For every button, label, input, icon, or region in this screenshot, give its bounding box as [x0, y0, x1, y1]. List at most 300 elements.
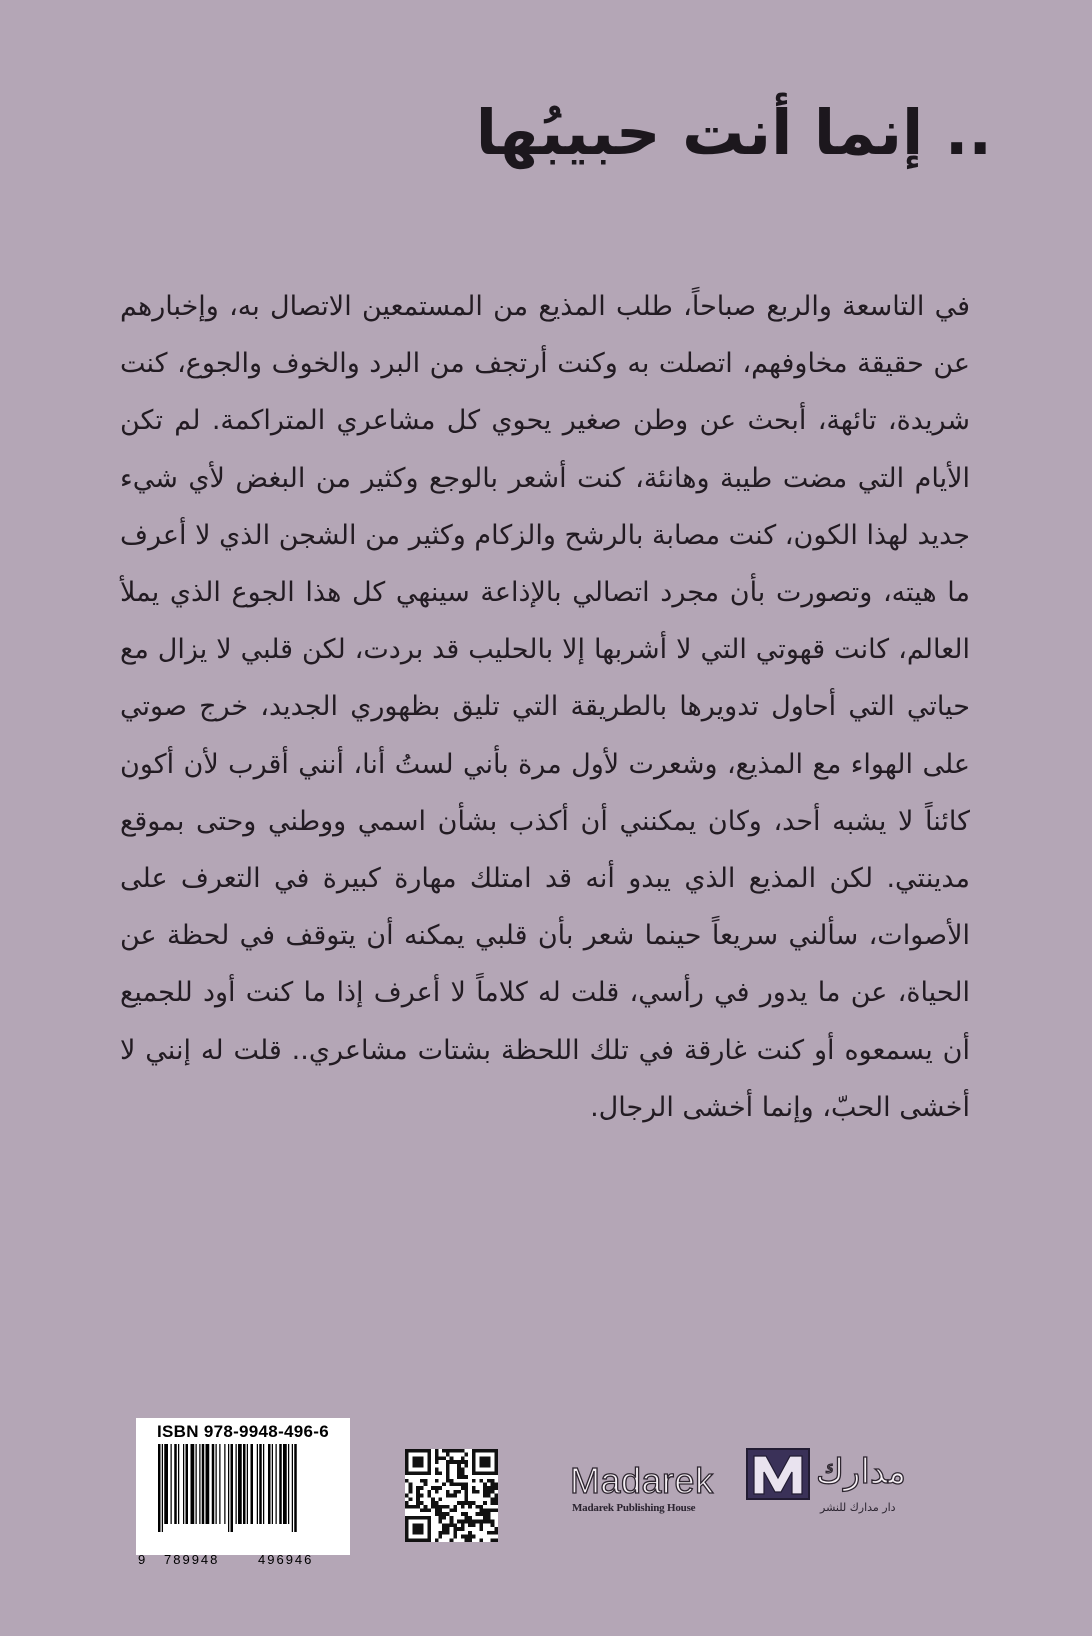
qr-module	[457, 1501, 461, 1505]
qr-module	[405, 1523, 409, 1527]
qr-module	[427, 1535, 431, 1539]
barcode-bar	[288, 1444, 289, 1524]
barcode-bar	[251, 1444, 254, 1524]
qr-module	[494, 1460, 498, 1464]
qr-module	[453, 1494, 457, 1498]
qr-module	[435, 1538, 439, 1542]
qr-module	[427, 1520, 431, 1524]
qr-module	[409, 1497, 413, 1501]
qr-module	[416, 1486, 420, 1490]
qr-module	[457, 1468, 461, 1472]
qr-module	[479, 1505, 483, 1509]
qr-module	[479, 1527, 483, 1531]
qr-module	[420, 1449, 424, 1453]
qr-module	[483, 1516, 487, 1520]
qr-module	[450, 1520, 454, 1524]
qr-module	[435, 1479, 439, 1483]
qr-module	[479, 1509, 483, 1513]
qr-module	[461, 1482, 465, 1486]
qr-module	[479, 1523, 483, 1527]
qr-module	[465, 1512, 469, 1516]
qr-module	[461, 1460, 465, 1464]
qr-module	[416, 1505, 420, 1509]
qr-module	[494, 1531, 498, 1535]
qr-module	[405, 1456, 409, 1460]
qr-module	[435, 1449, 439, 1453]
qr-module	[461, 1501, 465, 1505]
qr-module	[483, 1449, 487, 1453]
qr-module	[483, 1494, 487, 1498]
qr-module	[479, 1471, 483, 1475]
qr-module	[494, 1494, 498, 1498]
barcode-bar	[183, 1444, 184, 1524]
qr-module	[450, 1456, 454, 1460]
barcode-bar	[231, 1444, 234, 1532]
barcode-lead-digit: 9	[138, 1552, 146, 1567]
qr-module	[416, 1490, 420, 1494]
barcode-bar	[164, 1444, 168, 1524]
qr-module	[450, 1460, 454, 1464]
qr-module	[494, 1464, 498, 1468]
qr-module	[438, 1509, 442, 1513]
qr-module	[468, 1535, 472, 1539]
qr-module	[420, 1471, 424, 1475]
barcode-bar	[238, 1444, 242, 1524]
qr-module	[420, 1523, 424, 1527]
barcode-bar	[202, 1444, 205, 1524]
qr-module	[491, 1531, 495, 1535]
qr-module	[405, 1531, 409, 1535]
excerpt-paragraph: في التاسعة والربع صباحاً، طلب المذيع من المستمعين الاتصال به، وإخبارهم عن حقيقة مخاوفهم، اتصلت به وكنت أرتجف من البرد والخوف والجوع، كنت شريدة، تائهة، أبحث عن وطن صغير يحوي كل مشاعري المتراكمة. لم تكن الأيام التي مضت طيبة وهانئة، كنت أشعر بالوجع وكثير من البغض لأي شيء جديد لهذا الكون، كنت مصابة بالرشح والزكام وكثير من الشجن الذي لا أعرف ما هيته، وتصورت بأن مجرد اتصالي بالإذاعة سينهي كل هذا الجوع الذي يملأ العالم، كانت قهوتي التي لا أشربها إلا بالحليب قد بردت، لكن قلبي لا يزال مع حياتي التي أحاول تدويرها بالطريقة التي تليق بظهوري الجديد، خرج صوتي على الهواء مع المذيع، وشعرت لأول مرة بأني لستُ أنا، أنني أقرب لأن أكون كائناً لا يشبه أحد، وكان يمكنني أن أكذب بشأن اسمي ووطني وحتى بموقع مدينتي. لكن المذيع الذي يبدو أنه قد امتلك مهارة كبيرة في التعرف على الأصوات، سألني سريعاً حينما شعر بأن قلبي يمكنه أن يتوقف في لحظة عن الحياة، عن ما يدور في رأسي، قلت له كلاماً لا أعرف إذا ما كنت أود للجميع أن يسمعوه أو كنت غارقة في تلك اللحظة بشتات مشاعري.. قلت له إنني لا أخشى الحبّ، وإنما أخشى الرجال.	[120, 291, 970, 1123]
qr-module	[442, 1527, 446, 1531]
barcode-bar	[263, 1444, 264, 1524]
qr-module	[427, 1516, 431, 1520]
qr-module	[476, 1490, 480, 1494]
qr-module	[494, 1471, 498, 1475]
qr-module	[420, 1501, 424, 1505]
qr-module	[468, 1516, 472, 1520]
qr-module	[446, 1479, 450, 1483]
qr-module	[487, 1490, 491, 1494]
qr-module	[424, 1538, 428, 1542]
qr-module	[446, 1460, 450, 1464]
qr-module	[453, 1460, 457, 1464]
qr-module	[424, 1449, 428, 1453]
qr-module	[409, 1471, 413, 1475]
qr-module	[405, 1453, 409, 1457]
qr-module	[457, 1520, 461, 1524]
qr-module	[453, 1509, 457, 1513]
barcode-digits-right: 496946	[258, 1552, 314, 1567]
qr-module	[487, 1516, 491, 1520]
qr-module	[438, 1471, 442, 1475]
qr-module	[405, 1464, 409, 1468]
qr-module	[483, 1456, 487, 1460]
qr-module	[483, 1471, 487, 1475]
qr-module	[416, 1523, 420, 1527]
qr-module	[494, 1456, 498, 1460]
qr-module	[405, 1527, 409, 1531]
qr-module	[465, 1490, 469, 1494]
qr-module	[412, 1523, 416, 1527]
qr-module	[472, 1449, 476, 1453]
barcode-bar	[171, 1444, 172, 1524]
qr-module	[450, 1494, 454, 1498]
qr-module	[491, 1479, 495, 1483]
qr-module	[416, 1471, 420, 1475]
qr-module	[446, 1453, 450, 1457]
qr-module	[494, 1468, 498, 1472]
barcode-bar	[212, 1444, 215, 1524]
qr-module	[420, 1531, 424, 1535]
qr-module	[453, 1449, 457, 1453]
qr-module	[450, 1482, 454, 1486]
qr-module	[409, 1538, 413, 1542]
qr-module	[494, 1527, 498, 1531]
qr-module	[483, 1520, 487, 1524]
qr-module	[435, 1453, 439, 1457]
qr-module	[472, 1486, 476, 1490]
barcode-bar	[243, 1444, 246, 1524]
qr-module	[487, 1460, 491, 1464]
qr-module	[487, 1494, 491, 1498]
qr-module	[483, 1509, 487, 1513]
qr-module	[427, 1494, 431, 1498]
qr-module	[465, 1475, 469, 1479]
qr-module	[472, 1456, 476, 1460]
qr-module	[420, 1479, 424, 1483]
qr-module	[412, 1538, 416, 1542]
qr-module	[409, 1516, 413, 1520]
qr-module	[420, 1486, 424, 1490]
qr-module	[457, 1464, 461, 1468]
qr-module	[479, 1479, 483, 1483]
qr-module	[424, 1505, 428, 1509]
qr-module	[468, 1501, 472, 1505]
qr-module	[494, 1453, 498, 1457]
qr-module	[487, 1456, 491, 1460]
qr-module	[405, 1494, 409, 1498]
qr-module	[483, 1486, 487, 1490]
qr-module	[487, 1471, 491, 1475]
publisher-subtitle-latin: Madarek Publishing House	[572, 1502, 696, 1514]
publisher-name-latin: Madarek	[570, 1460, 714, 1501]
qr-module	[465, 1497, 469, 1501]
qr-module	[420, 1516, 424, 1520]
qr-module	[405, 1516, 409, 1520]
qr-module	[461, 1449, 465, 1453]
qr-module	[427, 1531, 431, 1535]
qr-module	[442, 1531, 446, 1535]
qr-module	[491, 1449, 495, 1453]
barcode-bar	[178, 1444, 179, 1524]
qr-module	[487, 1520, 491, 1524]
qr-module	[446, 1505, 450, 1509]
qr-module	[494, 1509, 498, 1513]
barcode-bar	[216, 1444, 217, 1524]
barcode-bar	[259, 1444, 262, 1524]
qr-module	[457, 1490, 461, 1494]
qr-module	[438, 1497, 442, 1501]
barcode-bar	[162, 1444, 163, 1532]
qr-module	[465, 1486, 469, 1490]
qr-module	[420, 1538, 424, 1542]
qr-module	[465, 1516, 469, 1520]
barcode-bar	[191, 1444, 195, 1524]
qr-module	[442, 1505, 446, 1509]
qr-module	[465, 1494, 469, 1498]
qr-module	[487, 1531, 491, 1535]
qr-module	[442, 1449, 446, 1453]
qr-module	[442, 1456, 446, 1460]
qr-module	[446, 1512, 450, 1516]
qr-module	[450, 1449, 454, 1453]
qr-module	[435, 1490, 439, 1494]
qr-module	[427, 1460, 431, 1464]
qr-module	[405, 1520, 409, 1524]
qr-module	[424, 1479, 428, 1483]
qr-module	[431, 1501, 435, 1505]
publisher-subtitle-arabic: دار مدارك للنشر	[820, 1501, 896, 1514]
qr-module	[468, 1520, 472, 1524]
qr-module	[405, 1535, 409, 1539]
barcode-bar	[276, 1444, 277, 1524]
qr-module	[461, 1523, 465, 1527]
qr-module	[472, 1460, 476, 1464]
qr-module	[446, 1464, 450, 1468]
qr-module	[431, 1486, 435, 1490]
qr-module	[494, 1501, 498, 1505]
qr-module	[491, 1486, 495, 1490]
qr-module	[461, 1505, 465, 1509]
qr-module	[435, 1460, 439, 1464]
qr-module	[409, 1486, 413, 1490]
qr-module	[435, 1505, 439, 1509]
barcode-bar	[236, 1444, 237, 1524]
qr-module	[412, 1456, 416, 1460]
qr-module	[416, 1516, 420, 1520]
qr-module	[412, 1516, 416, 1520]
qr-module	[461, 1535, 465, 1539]
qr-module	[412, 1471, 416, 1475]
qr-module	[427, 1527, 431, 1531]
qr-module	[420, 1464, 424, 1468]
qr-module	[442, 1512, 446, 1516]
qr-module	[465, 1538, 469, 1542]
qr-module	[494, 1449, 498, 1453]
qr-module	[461, 1520, 465, 1524]
qr-module	[468, 1505, 472, 1509]
book-title: .. إنما أنت حبيبُها	[475, 96, 992, 169]
qr-module	[412, 1531, 416, 1535]
qr-module	[453, 1490, 457, 1494]
qr-module	[446, 1471, 450, 1475]
qr-module	[465, 1482, 469, 1486]
barcode-bar	[283, 1444, 287, 1524]
qr-module	[453, 1531, 457, 1535]
qr-module	[435, 1486, 439, 1490]
qr-module	[438, 1535, 442, 1539]
qr-module	[420, 1494, 424, 1498]
qr-module	[494, 1538, 498, 1542]
qr-module	[468, 1538, 472, 1542]
qr-module	[491, 1538, 495, 1542]
barcode-bar	[257, 1444, 258, 1524]
qr-module	[461, 1475, 465, 1479]
publisher-m-logo-icon	[746, 1448, 810, 1500]
qr-module	[427, 1449, 431, 1453]
qr-module	[416, 1464, 420, 1468]
barcode-bar	[272, 1444, 273, 1524]
qr-module	[487, 1512, 491, 1516]
qr-module	[465, 1453, 469, 1457]
qr-module	[412, 1505, 416, 1509]
qr-module	[416, 1456, 420, 1460]
qr-module	[405, 1479, 409, 1483]
qr-module	[431, 1505, 435, 1509]
barcode-bar	[174, 1444, 177, 1524]
barcode-bar	[292, 1444, 293, 1532]
qr-module	[487, 1449, 491, 1453]
qr-module	[476, 1471, 480, 1475]
qr-module	[424, 1509, 428, 1513]
qr-module	[483, 1464, 487, 1468]
barcode-panel	[136, 1418, 350, 1567]
qr-module	[424, 1482, 428, 1486]
qr-module	[420, 1527, 424, 1531]
barcode-digits-left: 789948	[164, 1552, 220, 1567]
qr-module	[476, 1520, 480, 1524]
qr-module	[450, 1523, 454, 1527]
publisher-logo	[570, 1446, 980, 1516]
qr-module	[412, 1527, 416, 1531]
qr-module	[412, 1460, 416, 1464]
qr-module	[438, 1516, 442, 1520]
qr-module	[450, 1509, 454, 1513]
qr-module	[472, 1479, 476, 1483]
qr-module	[438, 1512, 442, 1516]
barcode-bar	[294, 1444, 297, 1532]
qr-module	[465, 1535, 469, 1539]
qr-module	[442, 1523, 446, 1527]
qr-module	[472, 1468, 476, 1472]
qr-module	[461, 1471, 465, 1475]
qr-module	[442, 1516, 446, 1520]
qr-module	[427, 1538, 431, 1542]
qr-module	[442, 1482, 446, 1486]
qr-module	[420, 1509, 424, 1513]
qr-module	[483, 1490, 487, 1494]
qr-module	[412, 1449, 416, 1453]
qr-module	[420, 1456, 424, 1460]
qr-module	[461, 1486, 465, 1490]
qr-module	[491, 1497, 495, 1501]
qr-module	[409, 1482, 413, 1486]
qr-module	[465, 1460, 469, 1464]
qr-module	[427, 1468, 431, 1472]
barcode-bar	[196, 1444, 197, 1524]
barcode-bar	[224, 1444, 225, 1524]
qr-module	[405, 1538, 409, 1542]
qr-module	[453, 1523, 457, 1527]
qr-module	[405, 1505, 409, 1509]
qr-module	[416, 1497, 420, 1501]
qr-module	[465, 1520, 469, 1524]
qr-module	[472, 1453, 476, 1457]
qr-module	[405, 1471, 409, 1475]
qr-module	[446, 1490, 450, 1494]
qr-module	[409, 1449, 413, 1453]
qr-module	[424, 1516, 428, 1520]
qr-module	[438, 1520, 442, 1524]
barcode-bar	[206, 1444, 210, 1524]
qr-module	[487, 1509, 491, 1513]
qr-module	[491, 1523, 495, 1527]
barcode-bars	[144, 1444, 342, 1532]
qr-module	[435, 1456, 439, 1460]
barcode-bar	[247, 1444, 248, 1524]
qr-module	[494, 1486, 498, 1490]
qr-module	[483, 1460, 487, 1464]
qr-module	[427, 1464, 431, 1468]
qr-module	[457, 1449, 461, 1453]
barcode-bar	[199, 1444, 200, 1524]
qr-module	[476, 1449, 480, 1453]
qr-code-icon	[405, 1449, 498, 1542]
qr-module	[435, 1509, 439, 1513]
qr-module	[438, 1505, 442, 1509]
qr-module	[479, 1464, 483, 1468]
qr-module	[491, 1482, 495, 1486]
qr-module	[457, 1475, 461, 1479]
qr-module	[446, 1475, 450, 1479]
qr-module	[457, 1482, 461, 1486]
qr-module	[472, 1520, 476, 1524]
qr-module	[416, 1531, 420, 1535]
isbn-label: ISBN 978-9948-496-6	[156, 1422, 330, 1441]
qr-module	[461, 1456, 465, 1460]
barcode-bar	[268, 1444, 271, 1524]
qr-module	[446, 1523, 450, 1527]
qr-module	[427, 1471, 431, 1475]
qr-module	[479, 1538, 483, 1542]
qr-module	[468, 1523, 472, 1527]
qr-module	[491, 1520, 495, 1524]
qr-module	[409, 1505, 413, 1509]
qr-module	[416, 1494, 420, 1498]
qr-module	[465, 1464, 469, 1468]
qr-module	[461, 1512, 465, 1516]
qr-module	[453, 1482, 457, 1486]
qr-module	[431, 1497, 435, 1501]
barcode-bar	[228, 1444, 229, 1532]
qr-module	[409, 1490, 413, 1494]
qr-module	[435, 1471, 439, 1475]
qr-module	[479, 1460, 483, 1464]
barcode-bar	[186, 1444, 189, 1524]
qr-module	[416, 1449, 420, 1453]
qr-module	[446, 1527, 450, 1531]
qr-module	[450, 1516, 454, 1520]
qr-module	[424, 1471, 428, 1475]
qr-module	[453, 1505, 457, 1509]
qr-module	[405, 1460, 409, 1464]
qr-module	[472, 1523, 476, 1527]
qr-module	[483, 1482, 487, 1486]
qr-module	[405, 1449, 409, 1453]
qr-module	[416, 1538, 420, 1542]
qr-module	[446, 1531, 450, 1535]
